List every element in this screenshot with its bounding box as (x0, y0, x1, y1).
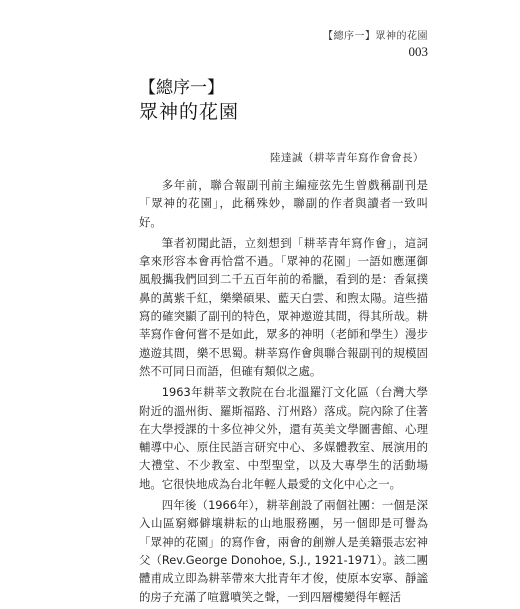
paragraph: 筆者初聞此語，立刻想到「耕莘青年寫作會」，這詞拿來形容本會再恰當不過。「眾神的花園」一語如應運御風般攜我們回到二千五百年前的希臘，看到的是：香氣撲鼻的萬紫千紅，樂樂碩果、藍天白雲、和煦太陽。這些描寫的確突顯了副刊的特色，眾神遨遊其間，得其所哉。耕莘寫作會何嘗不是如此，眾多的神明（老師和學生）漫步遨遊其間，樂不思蜀。耕莘寫作會與聯合報副刊的規模固然不可同日而語，但確有類似之處。 (139, 235, 428, 378)
page-number: 003 (408, 44, 428, 59)
running-header: 【總序一】眾神的花園 (323, 31, 428, 42)
body-text (139, 176, 428, 609)
paragraph: 1963年耕莘文教院在台北溫羅汀文化區（台灣大學附近的溫州街、羅斯福路、汀州路）落成。院內除了住著在大學授課的十多位神父外，還有英美文學圖書館、心理輔導中心、原住民語言研究中心、多媒體教室、展演用的大禮堂、不少教室、中型聖堂，以及大專學生的活動場地。它很快地成為台北年輕人最愛的文化中心之一。 (139, 385, 428, 491)
author-line: 陸達誠（耕莘青年寫作會會長） (270, 152, 424, 164)
chapter-title: 眾神的花園 (139, 101, 240, 123)
paragraph: 多年前，聯合報副刊前主編痖弦先生曾戲稱副刊是「眾神的花園」，此稱殊妙，聯副的作者與讀者一致叫好。 (139, 178, 428, 229)
chapter-tag: 【總序一】 (139, 78, 224, 98)
paragraph: 四年後（1966年），耕莘創設了兩個社團：一個是深入山區窮鄉僻壤耕耘的山地服務團，另一個即是可譽為「眾神的花園」的寫作會，兩會的創辦人是美籍張志宏神父（Rev.George Donohoe, S.J., 1921-1971）。該二團體甫成立即為耕莘帶來大批青年才俊，使原本安寧、靜謐的房子充滿了喧囂噴笑之聲，一到四層樓變得年輕活 (139, 498, 428, 604)
